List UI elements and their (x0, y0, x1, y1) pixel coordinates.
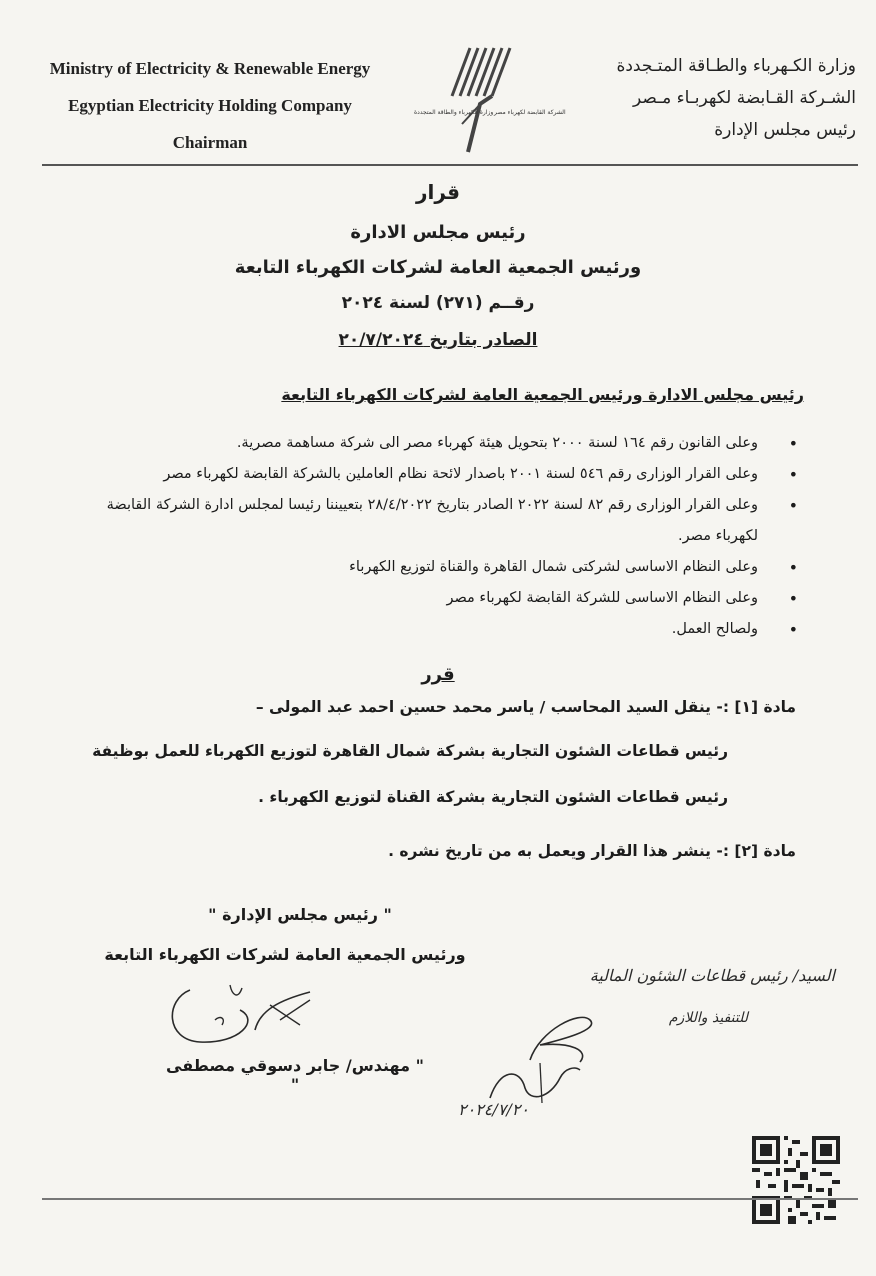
decided-heading: قرر (421, 664, 455, 685)
article-1-line-3: رئيس قطاعات الشئون التجارية بشركة القناة لتوزيع الكهرباء . (258, 788, 728, 806)
footer-divider (42, 1198, 858, 1200)
logo-ministry-text: وزارة الكهرباء والطاقة المتجددة (414, 109, 494, 116)
chairman-signature (160, 970, 330, 1050)
list-item: • ولصالح العمل. (76, 614, 776, 645)
company-name-ar: الشـركة القـابضة لكهربـاء مـصر (633, 88, 856, 108)
ministry-name-ar: وزارة الكـهرباء والطـاقة المتـجددة (616, 56, 856, 76)
header-divider (42, 164, 858, 166)
list-item: • وعلى القرار الوزارى رقم ٨٢ لسنة ٢٠٢٢ الصادر بتاريخ ٢٨/٤/٢٠٢٢ بتعييننا رئيسا لمجلس ادارة الشركة القابضة لكهرباء مصر. (76, 490, 776, 552)
article-2: مادة [٢] :- ينشر هذا القرار ويعمل به من تاريخ نشره . (388, 842, 796, 860)
handwritten-note-line-2: للتنفيذ واللازم (668, 1010, 748, 1026)
logo-company-text: الشركة القابضة لكهرباء مصر (494, 109, 566, 116)
list-item: • وعلى النظام الاساسى للشركة القابضة لكهرباء مصر (76, 583, 776, 614)
signatory-name: " مهندس/ جابر دسوقي مصطفى " (166, 1056, 424, 1094)
header-arabic (556, 50, 856, 146)
list-item: • وعلى النظام الاساسى لشركتى شمال القاهرة والقناة لتوزيع الكهرباء (76, 552, 776, 583)
list-item: • وعلى القانون رقم ١٦٤ لسنة ٢٠٠٠ بتحويل هيئة كهرباء مصر الى شركة مساهمة مصرية. (76, 428, 776, 459)
ministry-name-en: Ministry of Electricity & Renewable Energy (49, 59, 371, 78)
decree-heading: قرار (416, 180, 460, 204)
logo-lightning-icon (452, 48, 510, 152)
signatory-subtitle: ورئيس الجمعية العامة لشركات الكهرباء التابعة (104, 945, 466, 964)
preamble: رئيس مجلس الادارة ورئيس الجمعية العامة لشركات الكهرباء التابعة (281, 385, 804, 404)
list-item: • وعلى القرار الوزارى رقم ٥٤٦ لسنة ٢٠٠١ باصدار لائحة نظام العاملين بالشركة القابضة لكهرباء مصر (76, 459, 776, 490)
company-logo (410, 44, 566, 154)
issuer-subtitle: ورئيس الجمعية العامة لشركات الكهرباء التابعة (234, 257, 642, 278)
qr-code-icon (752, 1136, 840, 1224)
company-name-en: Egyptian Electricity Holding Company (68, 96, 352, 115)
issuer-title: رئيس مجلس الادارة (350, 222, 526, 243)
chairman-label-en: Chairman (172, 133, 248, 152)
considerations-list (76, 428, 776, 645)
article-1-line-1: مادة [١] :- ينقل السيد المحاسب / ياسر محمد حسين احمد عبد المولى – (255, 698, 796, 716)
handwritten-date: ٢٠٢٤/٧/٢٠ (458, 1100, 529, 1119)
header-english (40, 50, 380, 161)
decree-number: رقــم (٢٧١) لسنة ٢٠٢٤ (341, 293, 535, 313)
article-1-line-2: رئيس قطاعات الشئون التجارية بشركة شمال القاهرة لتوزيع الكهرباء للعمل بوظيفة (92, 742, 728, 760)
decree-date: الصادر بتاريخ ٢٠/٧/٢٠٢٤ (338, 330, 538, 350)
signatory-title: " رئيس مجلس الإدارة " (208, 905, 392, 924)
chairman-label-ar: رئيس مجلس الإدارة (714, 120, 856, 140)
handwritten-note-line-1: السيد/ رئيس قطاعات الشئون المالية (589, 966, 835, 985)
